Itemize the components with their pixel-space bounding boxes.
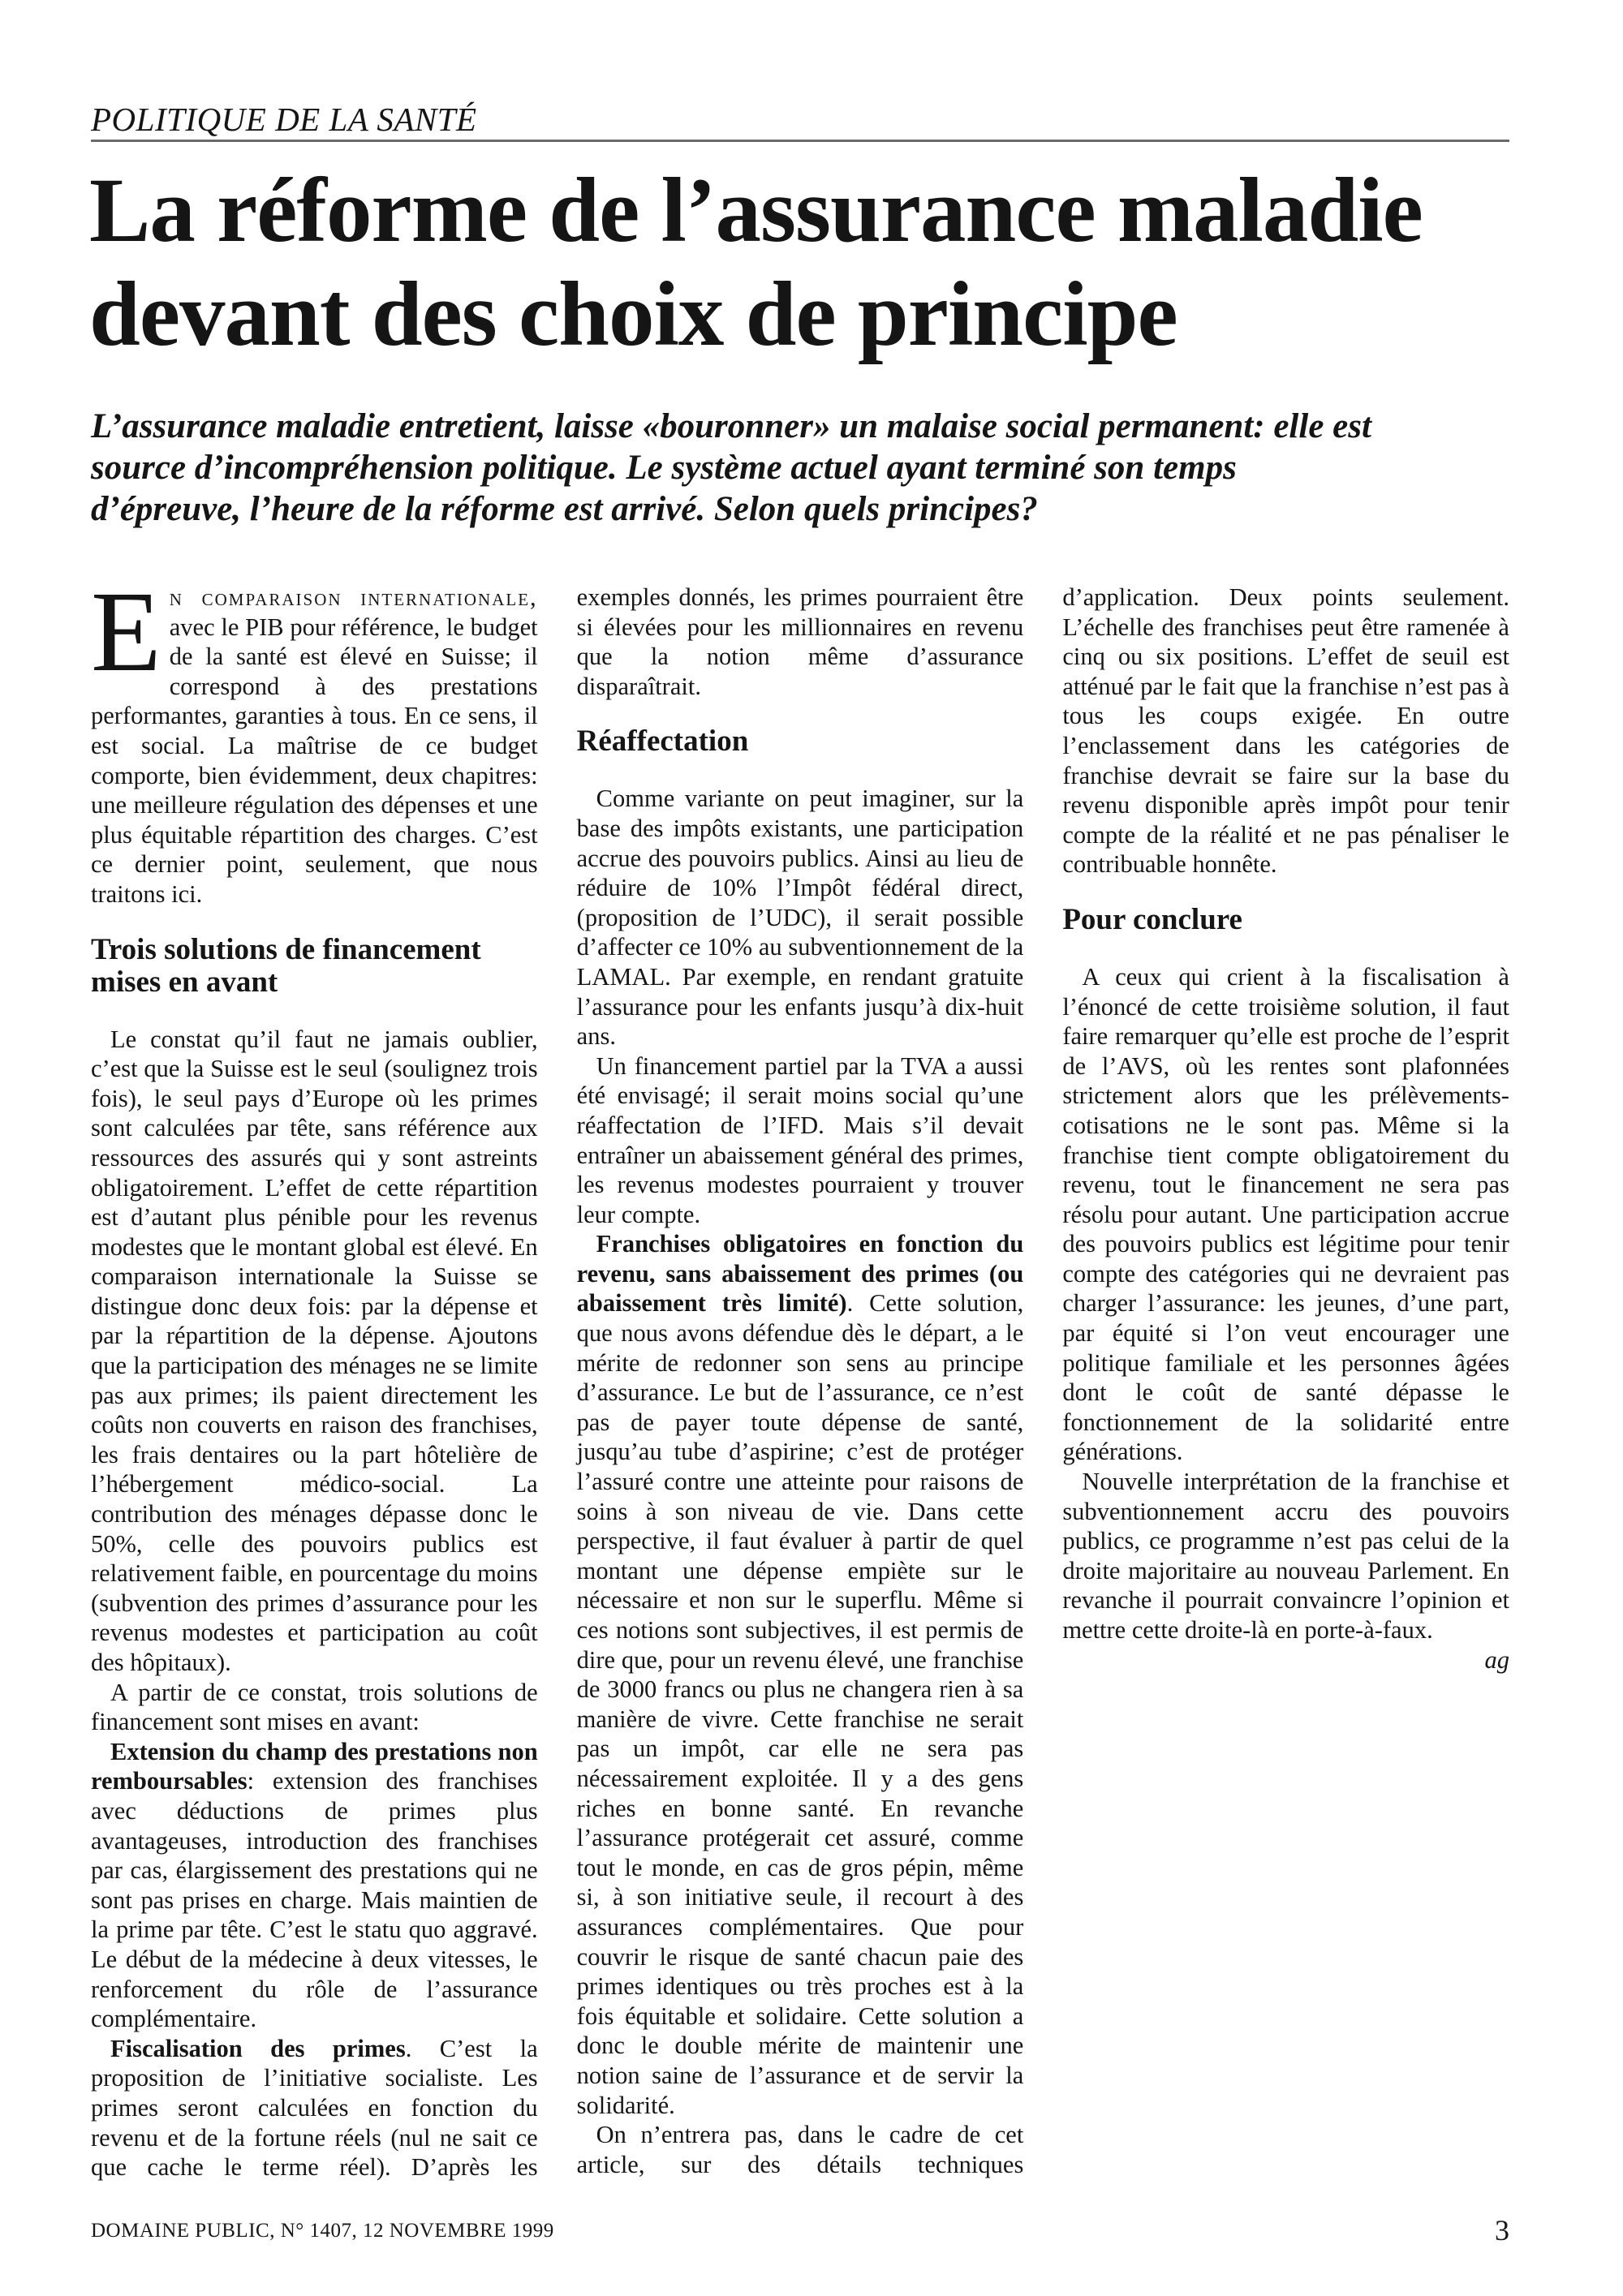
runin-heading: Fiscalisation des primes <box>110 2034 406 2062</box>
article-title <box>89 159 1518 367</box>
intro-smallcaps: n comparaison internationale, <box>169 583 538 611</box>
paragraph: A ceux qui crient à la fiscalisation à l’énoncé de cette troisième solution, il faut faire remarquer qu’elle est proche de l’esprit de l’AVS, où les rentes sont plafonnées strictement alors que les prélèvements-cotisations ne le sont pas. Même si la franchise tient compte obligatoirement du revenu, tout le financement ne sera pas résolu pour autant. Une participation accrue des pouvoirs publics est légitime pour tenir compte des catégories qui ne devraient pas charger l’assurance: les jeunes, d’une part, par équité si l’on veut encourager une politique familiale et les personnes âgées dont le coût de santé dépasse le fonctionnement de la solidarité entre générations. <box>1062 962 1509 1466</box>
paragraph: Comme variante on peut imaginer, sur la base des impôts existants, une participation accrue des pouvoirs publics. Ainsi au lieu de réduire de 10% l’Impôt fédéral direct, (proposition de l’UDC), il serait possible d’affecter ce 10% au subventionnement de la LAMAL. Par exemple, en rendant gratuite l’assurance pour les enfants jusqu’à dix-huit ans. <box>576 785 1024 1051</box>
title-line-2: devant des choix de principe <box>89 264 1177 365</box>
subheading-reaffectation: Réaffectation <box>576 724 749 759</box>
paragraph: Nouvelle interprétation de la franchise et subventionnement accru des pouvoirs publics, ce programme n’est pas celui de la droite majoritaire au nouveau Parlement. En revanche il pourrait convaincre l’opinion et mettre cette droite-là en porte-à-faux. <box>1062 1468 1509 1644</box>
author-signature: ag <box>1484 1645 1509 1674</box>
title-line-1: La réforme de l’assurance maladie <box>89 160 1423 261</box>
paragraph: Un financement partiel par la TVA a aussi été envisagé; il serait moins social qu’une réaffectation de l’IFD. Mais s’il devait entraîner un abaissement général des primes, les revenus modestes pourraient y trouver leur compte. <box>576 1051 1024 1228</box>
page-number: 3 <box>1495 2214 1509 2247</box>
runin-heading: Franchises obligatoires en fonction du revenu, sans abaissement des primes (ou abaissement très limité) <box>576 1230 1024 1318</box>
article-body <box>91 567 1509 2193</box>
paragraph-text: . Cette solution, que nous avons défendue dès le départ, a le mérite de redonner son sens au principe d’assurance. Le but de l’assurance, ce n’est pas de payer toute dépense de santé, jusqu’au tube d’aspirine; c’est de protéger l’assuré contre une atteinte pour raisons de soins à son niveau de vie. Dans cette perspective, il faut évaluer à partir de quel montant une dépense empiète sur le nécessaire et non sur le superflu. Même si ces notions sont subjectives, il est permis de dire que, pour un revenu élevé, une franchise de 3000 francs ou plus ne changera rien à sa manière de vivre. Cette franchise ne serait pas un impôt, car elle ne sera pas nécessairement exploitée. Il y a des gens riches en bonne santé. En revanche l’assurance protégerait cet assuré, comme tout le monde, en cas de gros pépin, même si, à son initiative seule, il recourt à des assurances complémentaires. Que pour couvrir le risque de santé chacun paie des primes identiques ou très proches est à la fois équitable et solidaire. Cette solution a donc le double mérite de maintenir une notion saine de l’assurance et de servir la solidarité. <box>576 1289 1024 2119</box>
paragraph: Le constat qu’il faut ne jamais oublier, c’est que la Suisse est le seul (soulignez trois fois), le seul pays d’Europe où les primes sont calculées par tête, sans référence aux ressources des assurés qui y sont astreints obligatoirement. L’effet de cette répartition est d’autant plus pénible pour les revenus modestes que le montant global est élevé. En comparaison internationale la Suisse se distingue donc deux fois: par la dépense et par la répartition de la dépense. Ajoutons que la participation des ménages ne se limite pas aux primes; ils paient directement les coûts non couverts en raison des franchises, les frais dentaires ou la part hôtelière de l’hébergement médico-social. La contribution des ménages dépasse donc le 50%, celle des pouvoirs publics est relativement faible, en pourcentage du moins (subvention des primes d’assurance pour les revenus modestes et participation au coût des hôpitaux). <box>91 1025 538 1676</box>
subheading-pour-conclure: Pour conclure <box>1062 902 1242 936</box>
paragraph: On n’entrera pas, dans le cadre de cet article, sur des détails techniques d’application. Deux points seulement. L’échelle des franchises peut être ramenée à cinq ou six positions. L’effet de seuil est atténué par le fait que la franchise n’est pas à tous les coups exigée. En outre l’enclassement dans les catégories de franchise devrait se faire sur la base du revenu disponible après impôt pour tenir compte de la réalité et ne pas pénaliser le contribuable honnête. <box>576 583 1509 2178</box>
drop-cap: E <box>91 567 161 695</box>
intro-text: avec le PIB pour référence, le budget de la santé est élevé en Suisse; il correspond à des prestations performantes, garanties à tous. En ce sens, il est social. La maîtrise de ce budget comporte, bien évidemment, deux chapitres: une meilleure régulation des dépenses et une plus équitable répartition des charges. C’est ce dernier point, seulement, que nous traitons ici. <box>91 613 538 908</box>
runin-heading: Extension du champ des prestations non remboursables <box>91 1737 538 1795</box>
subheading-trois-solutions: Trois solutions de financement mises en avant <box>91 932 481 999</box>
article-lead: L’assurance maladie entretient, laisse «bouronner» un malaise social permanent: elle est source d’incompréhension politique. Le système actuel ayant terminé son temps d’épreuve, l’heure de la réforme est arrivé. Selon quels principes? <box>91 407 1371 528</box>
paragraph-text: : extension des franchises avec déductions de primes plus avantageuses, introduction des franchises par cas, élargissement des prestations qui ne sont pas prises en charge. Mais maintien de la prime par tête. C’est le statu quo aggravé. Le début de la médecine à deux vitesses, le renforcement du rôle de l’assurance complémentaire. <box>91 1767 538 2033</box>
paragraph: A partir de ce constat, trois solutions de financement sont mises en avant: <box>91 1678 538 1736</box>
paragraph-intro <box>91 567 538 909</box>
paragraph-franchises <box>577 1229 1024 2120</box>
paragraph-extension <box>91 1737 538 2034</box>
footer-publication: DOMAINE PUBLIC, N° 1407, 12 NOVEMBRE 1999 <box>91 2220 554 2242</box>
section-rubric: POLITIQUE DE LA SANTÉ <box>91 101 1509 142</box>
paragraph-text: . C’est la proposition de l’initiative socialiste. Les primes seront calculées en fonction du revenu et de la fortune réels (nul ne sait ce que cache le terme réel). D’après les exemples donnés, les primes pourraient être si élevées pour les millionnaires en revenu que la notion même d’assurance disparaîtrait. <box>91 583 1024 2182</box>
